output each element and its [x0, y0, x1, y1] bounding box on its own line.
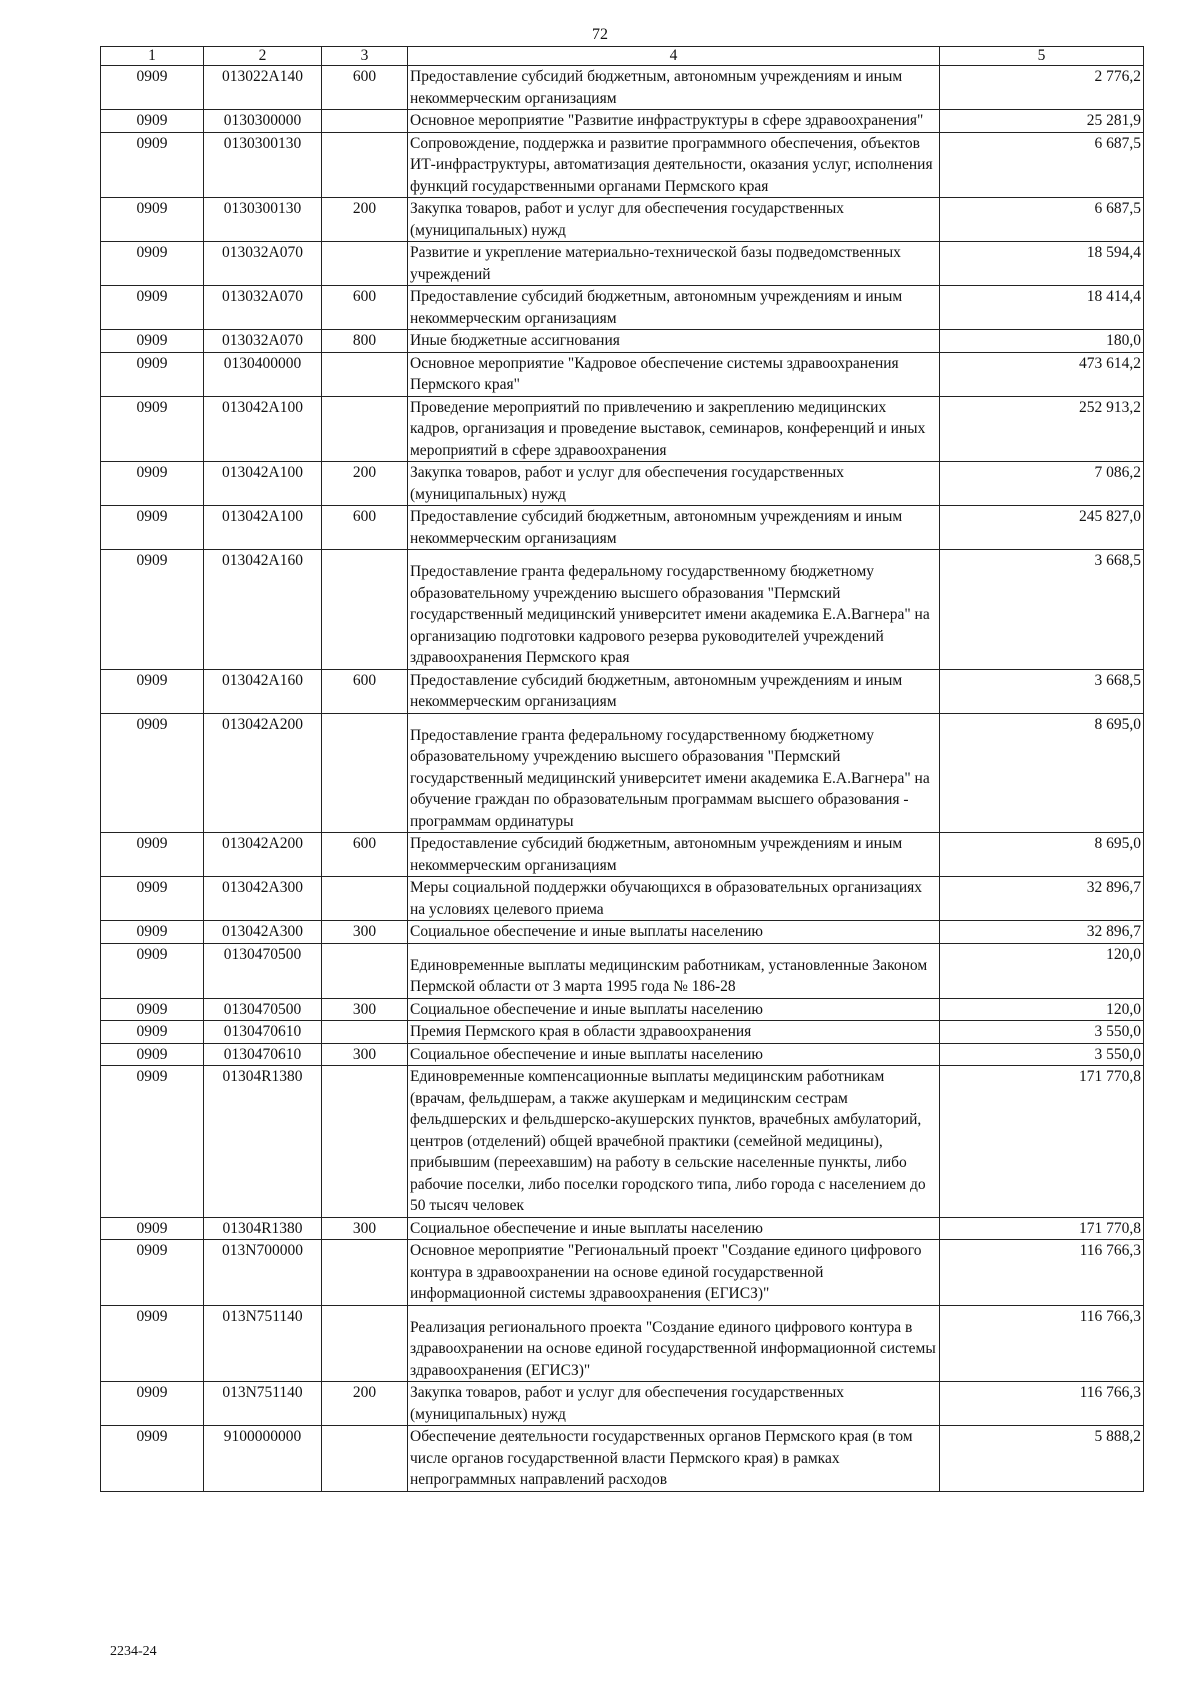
- expense-type-cell: 200: [322, 1382, 408, 1426]
- description-cell: Предоставление субсидий бюджетным, автономным учреждениям и иным некоммерческим организациям: [408, 669, 940, 713]
- table-row: [101, 330, 1144, 353]
- amount-cell: 116 766,3: [940, 1305, 1144, 1382]
- target-code-cell: 013042A200: [204, 833, 322, 877]
- target-code-cell: 0130300130: [204, 198, 322, 242]
- expense-type-cell: 600: [322, 286, 408, 330]
- target-code-cell: 013N751140: [204, 1305, 322, 1382]
- table-row: [101, 198, 1144, 242]
- section-code-cell: 0909: [101, 1217, 204, 1240]
- section-code-cell: 0909: [101, 352, 204, 396]
- table-row: [101, 1382, 1144, 1426]
- amount-cell: 245 827,0: [940, 506, 1144, 550]
- section-code-cell: 0909: [101, 1240, 204, 1306]
- description-cell: Закупка товаров, работ и услуг для обеспечения государственных (муниципальных) нужд: [408, 198, 940, 242]
- section-code-cell: 0909: [101, 998, 204, 1021]
- target-code-cell: 013042A300: [204, 921, 322, 944]
- section-code-cell: 0909: [101, 943, 204, 998]
- table-row: [101, 921, 1144, 944]
- amount-cell: 5 888,2: [940, 1426, 1144, 1492]
- description-cell: Социальное обеспечение и иные выплаты населению: [408, 1043, 940, 1066]
- amount-cell: 32 896,7: [940, 877, 1144, 921]
- target-code-cell: 013042A160: [204, 550, 322, 670]
- expense-type-cell: [322, 877, 408, 921]
- expense-type-cell: 200: [322, 198, 408, 242]
- section-code-cell: 0909: [101, 1021, 204, 1044]
- table-row: [101, 550, 1144, 670]
- target-code-cell: 013042A300: [204, 877, 322, 921]
- description-cell: Закупка товаров, работ и услуг для обеспечения государственных (муниципальных) нужд: [408, 462, 940, 506]
- section-code-cell: 0909: [101, 506, 204, 550]
- target-code-cell: 013032A070: [204, 286, 322, 330]
- amount-cell: 120,0: [940, 998, 1144, 1021]
- table-row: [101, 462, 1144, 506]
- table-row: [101, 1043, 1144, 1066]
- description-cell: Социальное обеспечение и иные выплаты населению: [408, 921, 940, 944]
- table-row: [101, 1426, 1144, 1492]
- description-cell: Меры социальной поддержки обучающихся в образовательных организациях на условиях целевого приема: [408, 877, 940, 921]
- target-code-cell: 0130470500: [204, 998, 322, 1021]
- target-code-cell: 013032A070: [204, 242, 322, 286]
- table-row: [101, 669, 1144, 713]
- table-row: [101, 1066, 1144, 1218]
- target-code-cell: 013042A200: [204, 713, 322, 833]
- table-row: [101, 1240, 1144, 1306]
- expense-type-cell: 300: [322, 998, 408, 1021]
- description-cell: Основное мероприятие "Развитие инфраструктуры в сфере здравоохранения": [408, 110, 940, 133]
- target-code-cell: 013042A100: [204, 506, 322, 550]
- amount-cell: 3 550,0: [940, 1021, 1144, 1044]
- budget-table: [100, 46, 1144, 1492]
- expense-type-cell: 600: [322, 833, 408, 877]
- section-code-cell: 0909: [101, 921, 204, 944]
- section-code-cell: 0909: [101, 1043, 204, 1066]
- expense-type-cell: [322, 1305, 408, 1382]
- footer-code: 2234-24: [110, 1644, 157, 1659]
- description-cell: Предоставление субсидий бюджетным, автономным учреждениям и иным некоммерческим организациям: [408, 66, 940, 110]
- table-row: [101, 1021, 1144, 1044]
- target-code-cell: 013N751140: [204, 1382, 322, 1426]
- target-code-cell: 0130470610: [204, 1021, 322, 1044]
- amount-cell: 3 668,5: [940, 669, 1144, 713]
- target-code-cell: 0130300000: [204, 110, 322, 133]
- amount-cell: 6 687,5: [940, 198, 1144, 242]
- section-code-cell: 0909: [101, 550, 204, 670]
- table-row: [101, 242, 1144, 286]
- section-code-cell: 0909: [101, 66, 204, 110]
- amount-cell: 32 896,7: [940, 921, 1144, 944]
- amount-cell: 473 614,2: [940, 352, 1144, 396]
- description-cell: Социальное обеспечение и иные выплаты населению: [408, 998, 940, 1021]
- expense-type-cell: 300: [322, 1217, 408, 1240]
- amount-cell: 116 766,3: [940, 1240, 1144, 1306]
- table-row: [101, 286, 1144, 330]
- amount-cell: 2 776,2: [940, 66, 1144, 110]
- section-code-cell: 0909: [101, 833, 204, 877]
- expense-type-cell: 200: [322, 462, 408, 506]
- amount-cell: 25 281,9: [940, 110, 1144, 133]
- expense-type-cell: 300: [322, 921, 408, 944]
- section-code-cell: 0909: [101, 198, 204, 242]
- expense-type-cell: [322, 242, 408, 286]
- expense-type-cell: [322, 396, 408, 462]
- target-code-cell: 013042A100: [204, 396, 322, 462]
- target-code-cell: 01304R1380: [204, 1066, 322, 1218]
- table-row: [101, 132, 1144, 198]
- target-code-cell: 0130470610: [204, 1043, 322, 1066]
- table-row: [101, 998, 1144, 1021]
- amount-cell: 3 668,5: [940, 550, 1144, 670]
- description-cell: Предоставление гранта федеральному государственному бюджетному образовательному учреждению высшего образования "Пермский государственный медицинский университет имени академика Е.А.Вагнера" на обучение граждан по образовательным программам высшего образования - программам ординатуры: [408, 713, 940, 833]
- description-cell: Предоставление гранта федеральному государственному бюджетному образовательному учреждению высшего образования "Пермский государственный медицинский университет имени академика Е.А.Вагнера" на организацию подготовки кадрового резерва руководителей учреждений здравоохранения Пермского края: [408, 550, 940, 670]
- amount-cell: 120,0: [940, 943, 1144, 998]
- description-cell: Предоставление субсидий бюджетным, автономным учреждениям и иным некоммерческим организациям: [408, 286, 940, 330]
- expense-type-cell: 300: [322, 1043, 408, 1066]
- description-cell: Проведение мероприятий по привлечению и закреплению медицинских кадров, организация и проведение выставок, семинаров, конференций и иных мероприятий в сфере здравоохранения: [408, 396, 940, 462]
- target-code-cell: 0130300130: [204, 132, 322, 198]
- description-cell: Основное мероприятие "Региональный проект "Создание единого цифрового контура в здравоохранении на основе единой государственной информационной системы здравоохранения (ЕГИСЗ)": [408, 1240, 940, 1306]
- description-cell: Премия Пермского края в области здравоохранения: [408, 1021, 940, 1044]
- description-cell: Реализация регионального проекта "Создание единого цифрового контура в здравоохранении на основе единой государственной информационной системы здравоохранения (ЕГИСЗ)": [408, 1305, 940, 1382]
- column-number-row: [101, 47, 1144, 66]
- amount-cell: 171 770,8: [940, 1217, 1144, 1240]
- description-cell: Основное мероприятие "Кадровое обеспечение системы здравоохранения Пермского края": [408, 352, 940, 396]
- expense-type-cell: [322, 1066, 408, 1218]
- description-cell: Социальное обеспечение и иные выплаты населению: [408, 1217, 940, 1240]
- table-row: [101, 110, 1144, 133]
- table-row: [101, 352, 1144, 396]
- section-code-cell: 0909: [101, 286, 204, 330]
- table-row: [101, 506, 1144, 550]
- expense-type-cell: 600: [322, 669, 408, 713]
- amount-cell: 8 695,0: [940, 833, 1144, 877]
- section-code-cell: 0909: [101, 396, 204, 462]
- section-code-cell: 0909: [101, 713, 204, 833]
- table-row: [101, 66, 1144, 110]
- description-cell: Развитие и укрепление материально-технической базы подведомственных учреждений: [408, 242, 940, 286]
- expense-type-cell: [322, 1426, 408, 1492]
- expense-type-cell: [322, 713, 408, 833]
- section-code-cell: 0909: [101, 669, 204, 713]
- section-code-cell: 0909: [101, 462, 204, 506]
- target-code-cell: 9100000000: [204, 1426, 322, 1492]
- amount-cell: 116 766,3: [940, 1382, 1144, 1426]
- amount-cell: 18 414,4: [940, 286, 1144, 330]
- expense-type-cell: 600: [322, 66, 408, 110]
- amount-cell: 252 913,2: [940, 396, 1144, 462]
- table-row: [101, 833, 1144, 877]
- expense-type-cell: [322, 352, 408, 396]
- section-code-cell: 0909: [101, 242, 204, 286]
- column-header: 5: [940, 47, 1144, 66]
- expense-type-cell: [322, 943, 408, 998]
- description-cell: Предоставление субсидий бюджетным, автономным учреждениям и иным некоммерческим организациям: [408, 833, 940, 877]
- description-cell: Обеспечение деятельности государственных органов Пермского края (в том числе органов государственной власти Пермского края) в рамках непрограммных направлений расходов: [408, 1426, 940, 1492]
- expense-type-cell: [322, 550, 408, 670]
- target-code-cell: 013022A140: [204, 66, 322, 110]
- description-cell: Предоставление субсидий бюджетным, автономным учреждениям и иным некоммерческим организациям: [408, 506, 940, 550]
- description-cell: Иные бюджетные ассигнования: [408, 330, 940, 353]
- column-header: 2: [204, 47, 322, 66]
- expense-type-cell: [322, 1021, 408, 1044]
- expense-type-cell: 600: [322, 506, 408, 550]
- expense-type-cell: 800: [322, 330, 408, 353]
- description-cell: Закупка товаров, работ и услуг для обеспечения государственных (муниципальных) нужд: [408, 1382, 940, 1426]
- page-number: 72: [592, 26, 608, 43]
- expense-type-cell: [322, 110, 408, 133]
- target-code-cell: 013042A100: [204, 462, 322, 506]
- table-row: [101, 943, 1144, 998]
- section-code-cell: 0909: [101, 1382, 204, 1426]
- amount-cell: 171 770,8: [940, 1066, 1144, 1218]
- target-code-cell: 013N700000: [204, 1240, 322, 1306]
- amount-cell: 180,0: [940, 330, 1144, 353]
- description-cell: Единовременные выплаты медицинским работникам, установленные Законом Пермской области от 3 марта 1995 года № 186-28: [408, 943, 940, 998]
- amount-cell: 3 550,0: [940, 1043, 1144, 1066]
- section-code-cell: 0909: [101, 132, 204, 198]
- table-body: [101, 66, 1144, 1492]
- section-code-cell: 0909: [101, 110, 204, 133]
- section-code-cell: 0909: [101, 330, 204, 353]
- target-code-cell: 01304R1380: [204, 1217, 322, 1240]
- table-row: [101, 877, 1144, 921]
- column-header: 1: [101, 47, 204, 66]
- expense-type-cell: [322, 132, 408, 198]
- expense-type-cell: [322, 1240, 408, 1306]
- amount-cell: 18 594,4: [940, 242, 1144, 286]
- description-cell: Единовременные компенсационные выплаты медицинским работникам (врачам, фельдшерам, а также акушеркам и медицинским сестрам фельдшерских и фельдшерско-акушерских пунктов, врачебных амбулаторий, центров (отделений) общей врачебной практики (семейной медицины), прибывшим (переехавшим) на работу в сельские населенные пункты, либо рабочие поселки, либо поселки городского типа, либо города с населением до 50 тысяч человек: [408, 1066, 940, 1218]
- section-code-cell: 0909: [101, 1066, 204, 1218]
- table-row: [101, 1305, 1144, 1382]
- table-row: [101, 713, 1144, 833]
- target-code-cell: 013042A160: [204, 669, 322, 713]
- column-header: 4: [408, 47, 940, 66]
- amount-cell: 6 687,5: [940, 132, 1144, 198]
- target-code-cell: 013032A070: [204, 330, 322, 353]
- amount-cell: 7 086,2: [940, 462, 1144, 506]
- section-code-cell: 0909: [101, 1426, 204, 1492]
- target-code-cell: 0130400000: [204, 352, 322, 396]
- column-header: 3: [322, 47, 408, 66]
- target-code-cell: 0130470500: [204, 943, 322, 998]
- amount-cell: 8 695,0: [940, 713, 1144, 833]
- section-code-cell: 0909: [101, 1305, 204, 1382]
- description-cell: Сопровождение, поддержка и развитие программного обеспечения, объектов ИТ-инфраструктуры, автоматизация деятельности, оказания услуг, исполнения функций государственными органами Пермского края: [408, 132, 940, 198]
- table-row: [101, 1217, 1144, 1240]
- section-code-cell: 0909: [101, 877, 204, 921]
- table-row: [101, 396, 1144, 462]
